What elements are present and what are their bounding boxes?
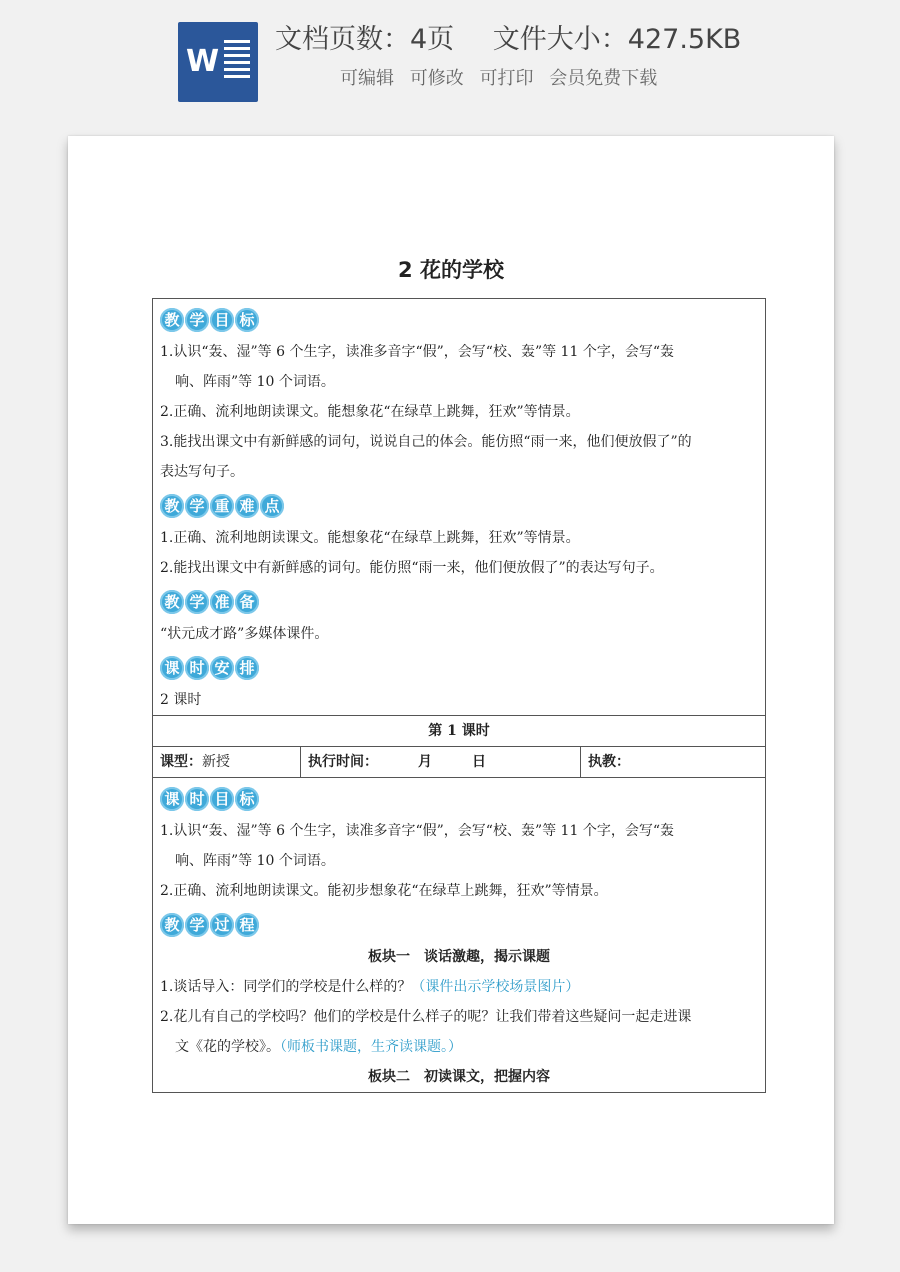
goal-item-continued: 响、阵雨”等 10 个词语。 <box>175 374 335 390</box>
heading-char: 过 <box>210 913 234 937</box>
heading-char: 点 <box>260 494 284 518</box>
preparation-heading <box>160 585 758 619</box>
month-label: 月 <box>418 754 432 770</box>
preparation-section <box>153 585 765 649</box>
preparation-text: “状元成才路”多媒体课件。 <box>160 626 329 642</box>
key-points-section <box>153 489 765 583</box>
goal-item: 3.能找出课文中有新鲜感的词句，说说自己的体会。能仿照“雨一来，他们便放假了”的 <box>160 434 692 450</box>
day-label: 日 <box>472 754 486 770</box>
key-points-heading <box>160 489 758 523</box>
feature-printable: 可打印 <box>479 68 534 89</box>
lesson-type-label: 课型： <box>160 754 202 770</box>
lesson-type-cell <box>153 747 301 777</box>
lesson-type-value: 新授 <box>202 754 230 770</box>
heading-char: 目 <box>210 787 234 811</box>
heading-char: 标 <box>235 308 259 332</box>
lesson-info-row <box>153 746 765 777</box>
heading-char: 教 <box>160 590 184 614</box>
feature-editable: 可编辑 <box>340 68 394 89</box>
teacher-label: 执教： <box>588 754 630 770</box>
document-info-banner <box>0 0 900 120</box>
execution-time-cell <box>301 747 581 777</box>
key-point-item: 1.正确、流利地朗读课文。能想象花“在绿草上跳舞，狂欢”等情景。 <box>160 530 580 546</box>
block-two-title: 板块二 初读课文，把握内容 <box>368 1069 550 1085</box>
lesson-goals-heading <box>160 782 758 816</box>
document-page <box>68 136 834 1224</box>
heading-char: 教 <box>160 913 184 937</box>
process-step: 2.花儿有自己的学校吗？他们的学校是什么样子的呢？让我们带着这些疑问一起走进课 <box>160 1009 692 1025</box>
lesson-goal-item-continued: 响、阵雨”等 10 个词语。 <box>175 853 335 869</box>
teaching-process-heading <box>160 908 758 942</box>
word-lines-graphic <box>224 40 250 82</box>
heading-char: 课 <box>160 787 184 811</box>
heading-char: 备 <box>235 590 259 614</box>
process-step-note: （课件出示学校场景图片） <box>411 979 580 995</box>
feature-list <box>340 64 667 94</box>
teaching-goals-section <box>153 299 765 487</box>
schedule-section <box>153 651 765 715</box>
heading-char: 安 <box>210 656 234 680</box>
key-point-item: 2.能找出课文中有新鲜感的词句。能仿照“雨一来，他们便放假了”的表达写句子。 <box>160 560 664 576</box>
heading-char: 排 <box>235 656 259 680</box>
heading-char: 课 <box>160 656 184 680</box>
heading-char: 学 <box>185 913 209 937</box>
goal-item-continued: 表达写句子。 <box>160 464 244 480</box>
lesson-plan-table <box>152 298 766 1093</box>
heading-char: 目 <box>210 308 234 332</box>
lesson-goal-item: 1.认识“轰、湿”等 6 个生字，读准多音字“假”，会写“校、轰”等 11 个字，会写“轰 <box>160 823 674 839</box>
heading-char: 时 <box>185 656 209 680</box>
file-meta <box>275 20 771 60</box>
word-document-icon <box>178 22 258 102</box>
schedule-text: 2 课时 <box>160 692 202 708</box>
document-title: 2 花的学校 <box>398 258 504 282</box>
execution-time-label: 执行时间： <box>308 754 378 770</box>
heading-char: 难 <box>235 494 259 518</box>
lesson-heading-row <box>153 715 765 746</box>
page-count: 文档页数：4页 <box>275 24 455 55</box>
feature-modifiable: 可修改 <box>409 68 464 89</box>
teacher-cell <box>581 747 765 777</box>
goal-item: 1.认识“轰、湿”等 6 个生字，读准多音字“假”，会写“校、轰”等 11 个字，会写“轰 <box>160 344 674 360</box>
block-one-title: 板块一 谈话激趣，揭示课题 <box>368 949 550 965</box>
lesson-goal-item: 2.正确、流利地朗读课文。能初步想象花“在绿草上跳舞，狂欢”等情景。 <box>160 883 608 899</box>
lesson-goals-section <box>153 777 765 1092</box>
goal-item: 2.正确、流利地朗读课文。能想象花“在绿草上跳舞，狂欢”等情景。 <box>160 404 580 420</box>
schedule-heading <box>160 651 758 685</box>
heading-char: 教 <box>160 494 184 518</box>
teaching-goals-heading <box>160 303 758 337</box>
feature-member-download: 会员免费下载 <box>549 68 658 89</box>
heading-char: 标 <box>235 787 259 811</box>
heading-char: 教 <box>160 308 184 332</box>
process-step-note: （师板书课题，生齐读课题。） <box>280 1039 462 1055</box>
file-size: 文件大小：427.5KB <box>492 24 742 55</box>
lesson-heading: 第 1 课时 <box>428 723 490 739</box>
process-step-text: 文《花的学校》。 <box>175 1039 280 1055</box>
process-step <box>160 972 758 1002</box>
heading-char: 学 <box>185 590 209 614</box>
heading-char: 时 <box>185 787 209 811</box>
heading-char: 准 <box>210 590 234 614</box>
process-step-text: 1.谈话导入：同学们的学校是什么样的？ <box>160 979 412 995</box>
process-step-continued <box>160 1032 758 1062</box>
heading-char: 学 <box>185 494 209 518</box>
heading-char: 程 <box>235 913 259 937</box>
heading-char: 学 <box>185 308 209 332</box>
heading-char: 重 <box>210 494 234 518</box>
word-letter: W <box>186 44 220 79</box>
